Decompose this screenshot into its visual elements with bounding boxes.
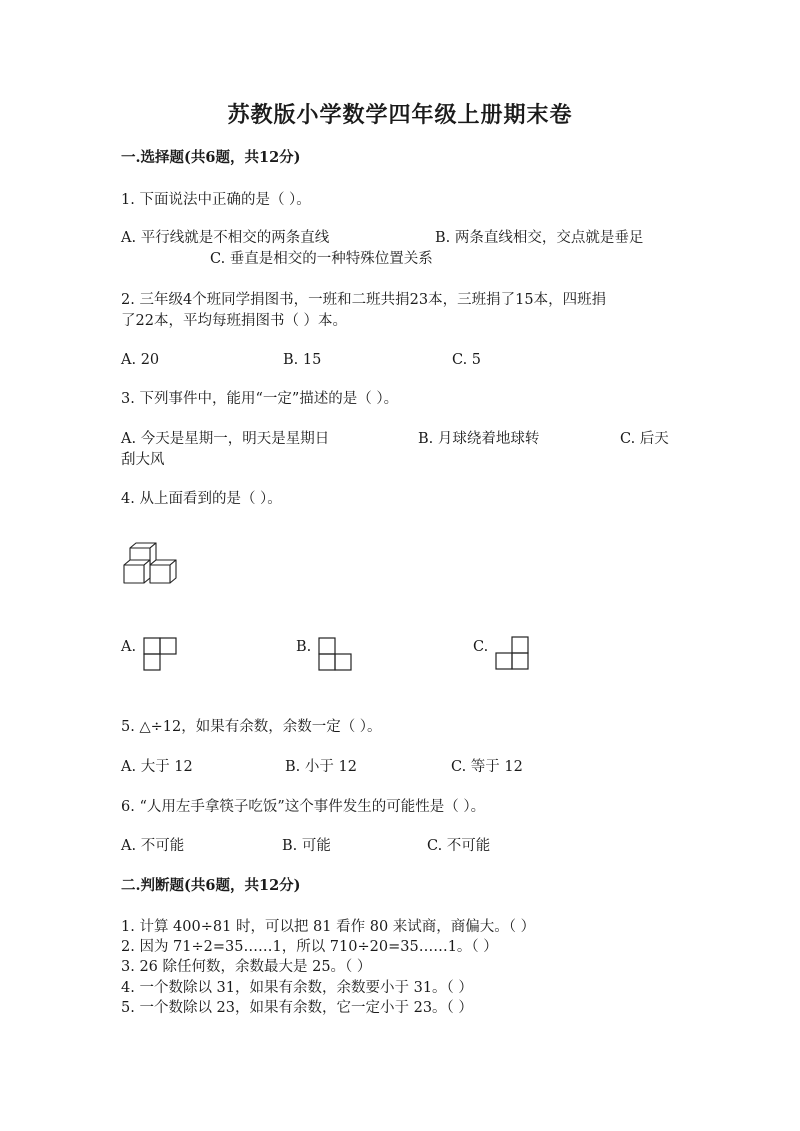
page-title: 苏教版小学数学四年级上册期末卷 xyxy=(227,102,573,128)
q1-option-b: B. 两条直线相交，交点就是垂足 xyxy=(435,230,644,246)
q6-option-a: A. 不可能 xyxy=(121,838,185,854)
q6-option-b: B. 可能 xyxy=(282,838,331,854)
q3-option-c: C. 后天 xyxy=(620,431,669,447)
q4-option-b: B. xyxy=(296,639,312,655)
q3-option-a: A. 今天是星期一，明天是星期日 xyxy=(121,431,330,447)
q1-option-c: C. 垂直是相交的一种特殊位置关系 xyxy=(210,251,433,267)
q2-stem-line1: 2. 三年级4个班同学捐图书，一班和二班共捐23本，三班捐了15本，四班捐 xyxy=(121,292,607,308)
q1-stem: 1. 下面说法中正确的是（ ）。 xyxy=(121,192,311,208)
q2-option-a: A. 20 xyxy=(121,352,160,368)
q2-option-b: B. 15 xyxy=(283,352,322,368)
q4-option-c: C. xyxy=(473,639,489,655)
q6-stem: 6. “人用左手拿筷子吃饭”这个事件发生的可能性是（ ）。 xyxy=(121,799,486,815)
judgement-item-2: 2. 因为 71÷2=35……1，所以 710÷20=35……1。（ ） xyxy=(121,939,498,955)
q4-option-a: A. xyxy=(121,639,137,655)
q4-option-a-shape-icon xyxy=(143,637,177,671)
q4-option-c-shape-icon xyxy=(495,636,529,670)
q6-option-c: C. 不可能 xyxy=(427,838,491,854)
q3-option-c-wrap: 刮大风 xyxy=(121,452,165,468)
judgement-item-3: 3. 26 除任何数，余数最大是 25。（ ） xyxy=(121,959,372,975)
section-heading-judgement: 二.判断题(共6题，共12分) xyxy=(121,877,301,894)
section-heading-choice: 一.选择题(共6题，共12分) xyxy=(121,149,301,166)
q5-option-b: B. 小于 12 xyxy=(285,759,357,775)
q1-option-a: A. 平行线就是不相交的两条直线 xyxy=(121,230,330,246)
q2-option-c: C. 5 xyxy=(452,352,482,368)
q4-cubes-figure-icon xyxy=(120,540,182,590)
q2-stem-line2: 了22本，平均每班捐图书（ ）本。 xyxy=(121,313,348,329)
q4-option-b-shape-icon xyxy=(318,637,352,671)
judgement-item-5: 5. 一个数除以 23，如果有余数，它一定小于 23。（ ） xyxy=(121,1000,473,1016)
q5-stem: 5. △÷12，如果有余数，余数一定（ ）。 xyxy=(121,719,382,735)
q5-option-a: A. 大于 12 xyxy=(121,759,193,775)
q5-option-c: C. 等于 12 xyxy=(451,759,523,775)
q3-option-b: B. 月球绕着地球转 xyxy=(418,431,540,447)
q3-stem: 3. 下列事件中，能用“一定”描述的是（ ）。 xyxy=(121,391,399,407)
judgement-item-1: 1. 计算 400÷81 时，可以把 81 看作 80 来试商，商偏大。（ ） xyxy=(121,919,536,935)
q4-stem: 4. 从上面看到的是（ ）。 xyxy=(121,491,282,507)
judgement-item-4: 4. 一个数除以 31，如果有余数，余数要小于 31。（ ） xyxy=(121,980,473,996)
